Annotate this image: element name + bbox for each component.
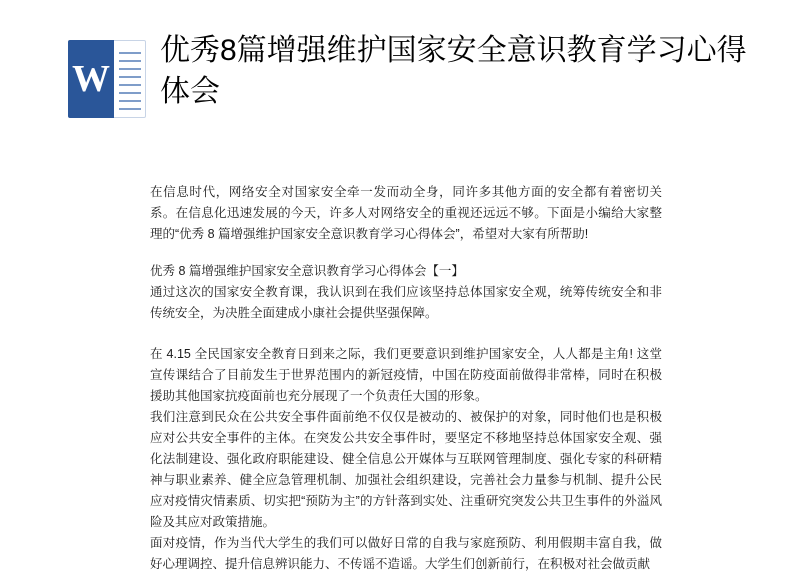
paragraph: 我们注意到民众在公共安全事件面前绝不仅仅是被动的、被保护的对象，同时他们也是积极应对公共安全事件的主体。在突发公共安全事件时，要坚定不移地坚持总体国家安全观、强化法制建设、强化政府职能建设、健全信息公开媒体与互联网管理制度、强化专家的科研精神与职业素养、健全应急管理机制、加强社会组织建设，完善社会力量参与机制、提升公民应对疫情灾情素质、切实把“预防为主”的方针落到实处、注重研究突发公共卫生事件的外溢风险及其应对政策措施。 — [150, 410, 662, 529]
paragraph: 通过这次的国家安全教育课，我认识到在我们应该坚持总体国家安全观，统筹传统安全和非传统安全，为决胜全面建成小康社会提供坚强保障。 — [150, 285, 662, 320]
page-title: 优秀8篇增强维护国家安全意识教育学习心得体会 — [160, 34, 747, 108]
word-icon-line — [119, 84, 141, 86]
paragraph-heading: 优秀 8 篇增强维护国家安全意识教育学习心得体会【一】 — [150, 264, 464, 278]
word-icon-line — [119, 68, 141, 70]
document-body — [150, 182, 662, 575]
paragraph-spacer — [150, 324, 662, 344]
word-icon-line — [119, 60, 141, 62]
title-block — [160, 30, 760, 112]
word-icon-line — [119, 52, 141, 54]
word-document-icon — [68, 40, 146, 118]
paragraph: 在 4.15 全民国家安全教育日到来之际，我们更要意识到维护国家安全，人人都是主角! 这堂宣传课结合了目前发生于世界范围内的新冠疫情，中国在防疫面前做得非常棒，同时在积极援助其他国家抗疫面前也充分展现了一个负责任大国的形象。 — [150, 347, 662, 403]
word-icon-line — [119, 76, 141, 78]
word-icon-line — [119, 108, 141, 110]
word-icon-letter: W — [72, 58, 110, 100]
word-icon-line — [119, 92, 141, 94]
word-icon-line — [119, 100, 141, 102]
paragraph: 面对疫情，作为当代大学生的我们可以做好日常的自我与家庭预防、利用假期丰富自我，做好心理调控、提升信息辨识能力、不传谣不造谣。大学生们创新前行，在积极对社会做贡献 — [150, 536, 662, 571]
document-header — [0, 0, 800, 140]
paragraph-spacer — [150, 245, 662, 261]
paragraph: 在信息时代，网络安全对国家安全牵一发而动全身，同许多其他方面的安全都有着密切关系。在信息化迅速发展的今天，许多人对网络安全的重视还远远不够。下面是小编给大家整理的“优秀 8 篇增强维护国家安全意识教育学习心得体会”，希望对大家有所帮助! — [150, 185, 662, 241]
